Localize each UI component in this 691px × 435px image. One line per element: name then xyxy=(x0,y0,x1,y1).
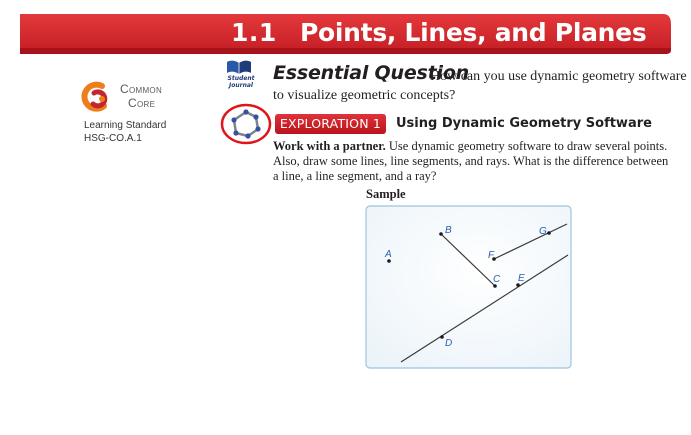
open-book-icon[interactable] xyxy=(226,59,252,75)
point-g xyxy=(547,231,551,235)
dynamic-geometry-icon[interactable] xyxy=(220,103,272,147)
exploration-badge: EXPLORATION 1 xyxy=(275,114,386,134)
point-d xyxy=(440,335,444,339)
section-banner xyxy=(20,14,671,54)
label-d: D xyxy=(445,338,453,349)
sample-diagram xyxy=(365,205,572,369)
learning-standard-code: HSG-CO.A.1 xyxy=(84,133,142,144)
student-journal-label[interactable] xyxy=(224,75,258,89)
learning-standard xyxy=(84,119,166,145)
student-journal-line2: Journal xyxy=(229,82,253,89)
common-core-logo-icon xyxy=(80,80,116,116)
essential-question-text-line1: How can you use dynamic geometry software xyxy=(430,69,687,84)
student-journal-line1: Student xyxy=(227,75,255,82)
label-g: G xyxy=(539,226,547,237)
sample-label: Sample xyxy=(366,187,406,201)
label-f: F xyxy=(488,250,495,261)
learning-standard-label: Learning Standard xyxy=(84,120,167,131)
label-e: E xyxy=(518,273,525,284)
common-core-name xyxy=(120,83,162,110)
section-number: 1.1 xyxy=(231,18,277,47)
section-title: Points, Lines, and Planes xyxy=(300,18,647,47)
essential-question-text-line2: to visualize geometric concepts? xyxy=(273,88,456,103)
label-c: C xyxy=(493,274,501,285)
label-a: A xyxy=(385,249,392,260)
exploration-lead: Work with a partner. xyxy=(273,139,386,153)
point-b xyxy=(439,232,443,236)
common-core-line2: Core xyxy=(128,96,156,110)
label-b: B xyxy=(445,225,452,236)
exploration-instructions xyxy=(273,139,671,184)
exploration-title: Using Dynamic Geometry Software xyxy=(396,116,652,131)
essential-question-heading: Essential Question xyxy=(273,62,470,84)
exploration-body: Use dynamic geometry software to draw several points. Also, draw some lines, line segments, and rays. What is the difference between a line, a line segment, and a ray? xyxy=(273,139,669,183)
common-core-line1: Common xyxy=(120,82,163,96)
